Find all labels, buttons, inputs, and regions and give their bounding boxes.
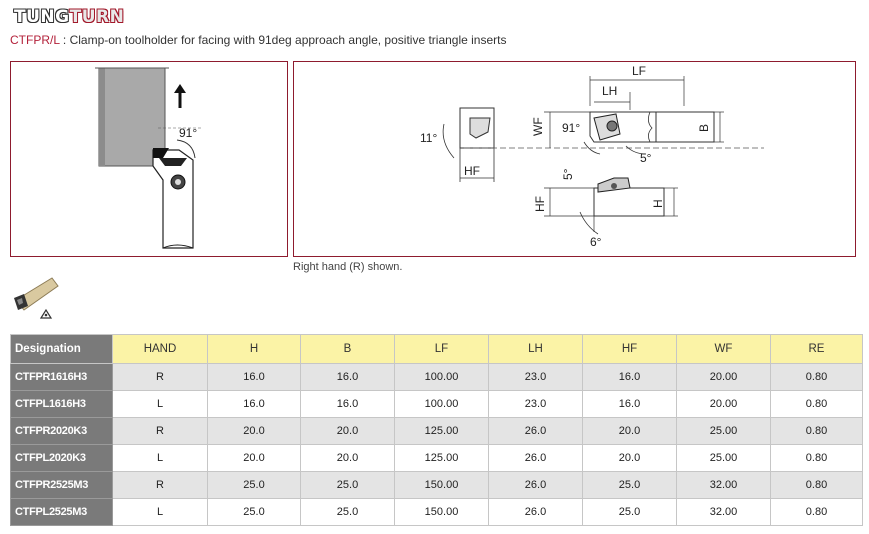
- logo-part-turn: TURN: [69, 7, 125, 27]
- cell-hand: L: [113, 499, 208, 526]
- product-subtitle: [10, 33, 507, 47]
- dimension-drawing: [294, 62, 855, 256]
- cell-b: 25.0: [301, 499, 395, 526]
- cell-h: 16.0: [208, 364, 301, 391]
- dimension-diagram-panel: [293, 61, 856, 257]
- cell-lf: 125.00: [395, 418, 489, 445]
- approach-angle-label: 91°: [179, 126, 198, 140]
- cell-wf: 25.00: [677, 445, 771, 472]
- col-header-hf: HF: [583, 335, 677, 364]
- cell-wf: 25.00: [677, 418, 771, 445]
- table-header-row: [11, 335, 863, 364]
- angle-5-top-label: 5°: [640, 151, 652, 165]
- col-header-lf: LF: [395, 335, 489, 364]
- cell-hand: R: [113, 418, 208, 445]
- cell-designation: CTFPR2525M3: [11, 472, 113, 499]
- col-header-b: B: [301, 335, 395, 364]
- cell-h: 25.0: [208, 472, 301, 499]
- hf-side-label: HF: [533, 196, 547, 212]
- specification-table: [10, 334, 863, 526]
- cell-wf: 20.00: [677, 391, 771, 418]
- cell-h: 20.0: [208, 445, 301, 472]
- table-row: [11, 364, 863, 391]
- cell-re: 0.80: [771, 472, 863, 499]
- cell-designation: CTFPL2525M3: [11, 499, 113, 526]
- lh-label: LH: [602, 84, 618, 98]
- feed-direction-arrow: [174, 84, 186, 108]
- cell-re: 0.80: [771, 418, 863, 445]
- angle-11-label: 11°: [420, 131, 438, 145]
- cell-wf: 32.00: [677, 472, 771, 499]
- cell-lf: 100.00: [395, 391, 489, 418]
- cell-b: 25.0: [301, 472, 395, 499]
- table-row: [11, 445, 863, 472]
- cell-lf: 150.00: [395, 472, 489, 499]
- cell-hand: R: [113, 472, 208, 499]
- wf-label: WF: [531, 117, 545, 136]
- diagram-caption: Right hand (R) shown.: [293, 261, 403, 273]
- angle-5-side-label: 5°: [561, 168, 575, 180]
- cell-hf: 20.0: [583, 445, 677, 472]
- product-code: CTFPR/L: [10, 33, 60, 47]
- cell-lf: 150.00: [395, 499, 489, 526]
- brand-logo: [14, 6, 124, 28]
- cell-lf: 125.00: [395, 445, 489, 472]
- col-header-designation: Designation: [11, 335, 113, 364]
- cell-designation: CTFPL1616H3: [11, 391, 113, 418]
- facing-operation-diagram: [11, 62, 287, 256]
- cell-b: 20.0: [301, 445, 395, 472]
- cell-h: 16.0: [208, 391, 301, 418]
- cell-hf: 20.0: [583, 418, 677, 445]
- toolholder-shape: [153, 148, 193, 248]
- cell-lh: 23.0: [489, 391, 583, 418]
- cell-lh: 23.0: [489, 364, 583, 391]
- cell-hf: 16.0: [583, 364, 677, 391]
- cell-lf: 100.00: [395, 364, 489, 391]
- application-diagram-panel: [10, 61, 288, 257]
- cell-b: 16.0: [301, 391, 395, 418]
- cell-re: 0.80: [771, 445, 863, 472]
- toolholder-thumbnail: [8, 272, 64, 324]
- col-header-lh: LH: [489, 335, 583, 364]
- cell-h: 20.0: [208, 418, 301, 445]
- cell-designation: CTFPR2020K3: [11, 418, 113, 445]
- cell-hf: 25.0: [583, 472, 677, 499]
- cell-lh: 26.0: [489, 418, 583, 445]
- cell-lh: 26.0: [489, 499, 583, 526]
- h-label: H: [651, 199, 665, 208]
- cell-hf: 16.0: [583, 391, 677, 418]
- cell-re: 0.80: [771, 391, 863, 418]
- col-header-h: H: [208, 335, 301, 364]
- table-row: [11, 472, 863, 499]
- cell-lh: 26.0: [489, 445, 583, 472]
- cell-re: 0.80: [771, 499, 863, 526]
- angle-91-label: 91°: [562, 121, 581, 135]
- hf-top-label: HF: [464, 164, 480, 178]
- cell-designation: CTFPL2020K3: [11, 445, 113, 472]
- table-row: [11, 418, 863, 445]
- cell-wf: 20.00: [677, 364, 771, 391]
- angle-6-label: 6°: [590, 235, 602, 249]
- product-description: : Clamp-on toolholder for facing with 91deg approach angle, positive triangle inserts: [59, 33, 507, 47]
- cell-b: 16.0: [301, 364, 395, 391]
- cell-hand: R: [113, 364, 208, 391]
- table-row: [11, 499, 863, 526]
- col-header-re: RE: [771, 335, 863, 364]
- logo-part-tung: TUNG: [14, 7, 70, 27]
- cell-hf: 25.0: [583, 499, 677, 526]
- cell-lh: 26.0: [489, 472, 583, 499]
- col-header-wf: WF: [677, 335, 771, 364]
- cell-re: 0.80: [771, 364, 863, 391]
- col-header-hand: HAND: [113, 335, 208, 364]
- cell-h: 25.0: [208, 499, 301, 526]
- top-view-tool: [590, 112, 714, 142]
- cell-hand: L: [113, 445, 208, 472]
- cell-designation: CTFPR1616H3: [11, 364, 113, 391]
- table-row: [11, 391, 863, 418]
- cell-b: 20.0: [301, 418, 395, 445]
- cell-wf: 32.00: [677, 499, 771, 526]
- lf-label: LF: [632, 64, 647, 78]
- cell-hand: L: [113, 391, 208, 418]
- b-label: B: [697, 123, 711, 132]
